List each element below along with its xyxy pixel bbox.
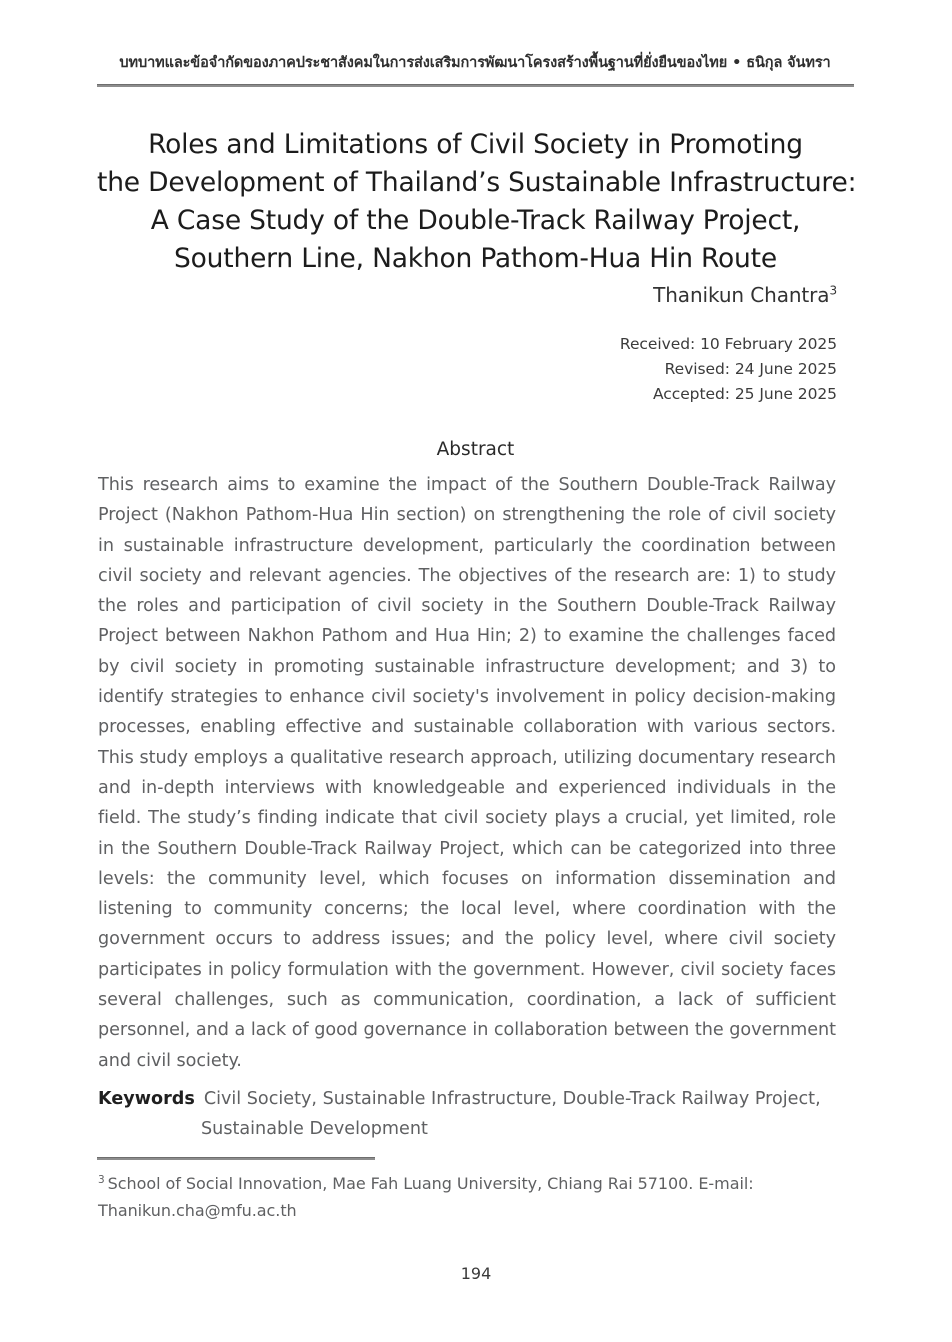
header-divider-rule — [97, 84, 854, 87]
footnote — [98, 1170, 836, 1224]
footnote-separator-rule — [97, 1157, 375, 1160]
title-line-1: Roles and Limitations of Civil Society in Promoting — [148, 129, 803, 160]
abstract-heading: Abstract — [436, 439, 515, 460]
abstract-paragraph: This research aims to examine the impact of the Southern Double-Track Railway Project (Nakhon Pathom-Hua Hin section) on strengthening the role of civil society in sustainable infrastructure development, particularly the coordination between civil society and relevant agencies. The objectives of the research are: 1) to study the roles and participation of civil society in the Southern Double-Track Railway Project between Nakhon Pathom and Hua Hin; 2) to examine the challenges faced by civil society in promoting sustainable infrastructure development; and 3) to identify strategies to enhance civil society's involvement in policy decision-making processes, enabling effective and sustainable collaboration with various sectors. This study employs a qualitative research approach, utilizing documentary research and in-depth interviews with knowledgeable and experienced individuals in the field. The study’s finding indicate that civil society plays a crucial, yet limited, role in the Southern Double-Track Railway Project, which can be categorized into three levels: the community level, which focuses on information dissemination and listening to community concerns; the local level, where coordination with the government occurs to address issues; and the policy level, where civil society participates in policy formulation with the government. However, civil society faces several challenges, such as communication, coordination, a lack of sufficient personnel, and a lack of good governance in collaboration between the government and civil society. — [98, 475, 836, 1071]
abstract-body — [98, 470, 836, 1076]
title-line-2: the Development of Thailand’s Sustainable Infrastructure: — [97, 167, 857, 198]
keywords-label: Keywords — [98, 1089, 195, 1109]
date-accepted: Accepted: 25 June 2025 — [652, 385, 837, 403]
paper-title — [97, 126, 857, 278]
footnote-line-1 — [98, 1170, 836, 1197]
running-header-text: บทบาทและข้อจำกัดของภาคประชาสังคมในการส่งเสริมการพัฒนาโครงสร้างพื้นฐานที่ยั่งยืนของไทย • ธนิกุล จันทรา — [119, 55, 831, 71]
title-line-3: A Case Study of the Double-Track Railway Project, — [150, 205, 801, 236]
footnote-marker: 3 — [98, 1173, 105, 1186]
author-byline — [97, 283, 837, 307]
author-footnote-marker: 3 — [829, 283, 837, 298]
keywords-values-line-1: Civil Society, Sustainable Infrastructure, Double-Track Railway Project, — [203, 1089, 821, 1109]
page-number: 194 — [460, 1264, 492, 1283]
footnote-text-1: School of Social Innovation, Mae Fah Luang University, Chiang Rai 57100. E-mail: — [107, 1174, 754, 1193]
submission-dates — [400, 332, 837, 407]
author-name: Thanikun Chantra — [653, 283, 830, 307]
title-line-4: Southern Line, Nakhon Pathom-Hua Hin Route — [174, 243, 777, 274]
running-header — [97, 52, 853, 86]
date-received: Received: 10 February 2025 — [619, 335, 837, 353]
date-revised: Revised: 24 June 2025 — [664, 360, 837, 378]
footnote-line-2: Thanikun.cha@mfu.ac.th — [98, 1201, 297, 1220]
keywords-section — [98, 1084, 838, 1145]
keywords-values-line-2: Sustainable Development — [201, 1119, 428, 1140]
keywords-row — [98, 1084, 838, 1114]
